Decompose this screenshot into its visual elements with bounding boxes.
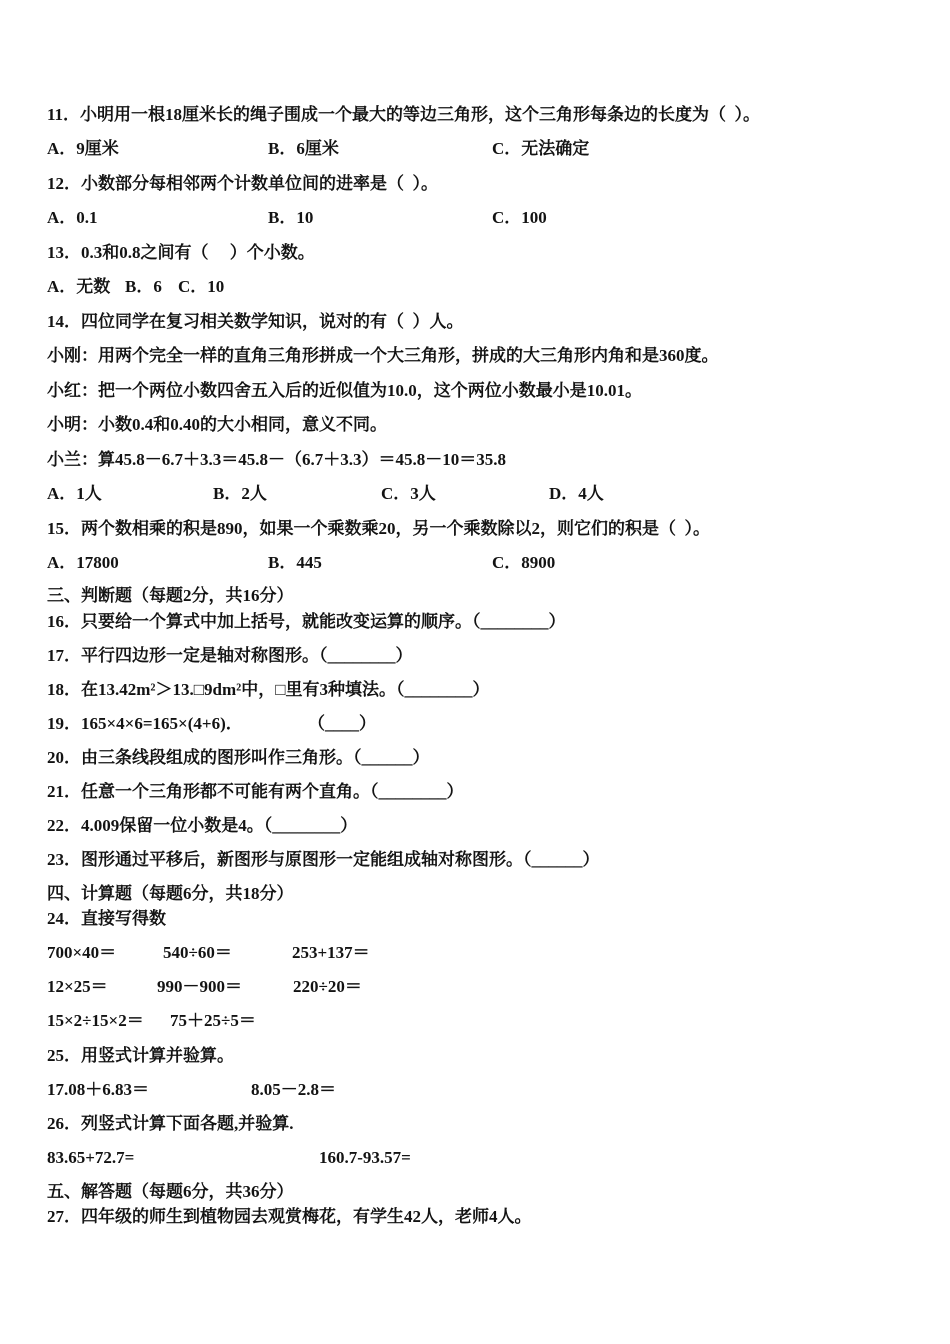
q13-option-a: A．无数 bbox=[47, 277, 111, 296]
q14-statement-xiaogang: 小刚：用两个完全一样的直角三角形拼成一个大三角形，拼成的大三角形内角和是360度。 bbox=[47, 346, 719, 365]
q26-expr2: 160.7-93.57= bbox=[319, 1148, 411, 1167]
q13-option-c: C．10 bbox=[178, 277, 225, 296]
question-20-text: 20．由三条线段组成的图形叫作三角形。（______） bbox=[47, 748, 430, 767]
section-judgement-header: 三、判断题（每题2分，共16分） bbox=[47, 586, 294, 605]
question-21-text: 21．任意一个三角形都不可能有两个直角。（________） bbox=[47, 782, 464, 801]
q12-option-b: B．10 bbox=[268, 208, 314, 227]
q24-row1-expr1: 700×40＝ bbox=[47, 943, 117, 962]
q12-option-a: A．0.1 bbox=[47, 208, 98, 227]
question-24-title: 24．直接写得数 bbox=[47, 909, 166, 928]
question-25-title: 25．用竖式计算并验算。 bbox=[47, 1046, 234, 1065]
q11-option-c: C．无法确定 bbox=[492, 139, 590, 158]
q15-option-c: C．8900 bbox=[492, 553, 556, 572]
q26-expr1: 83.65+72.7= bbox=[47, 1148, 135, 1167]
question-12-text: 12．小数部分每相邻两个计数单位间的进率是（ ）。 bbox=[47, 174, 438, 193]
q12-option-c: C．100 bbox=[492, 208, 547, 227]
q24-row1-expr2: 540÷60＝ bbox=[163, 943, 232, 962]
question-16-text: 16．只要给一个算式中加上括号，就能改变运算的顺序。（________） bbox=[47, 612, 566, 631]
q25-expr1: 17.08＋6.83＝ bbox=[47, 1080, 149, 1099]
question-13-text: 13．0.3和0.8之间有（ ）个小数。 bbox=[47, 243, 315, 262]
q19-equation: 19．165×4×6=165×(4+6)． bbox=[47, 714, 243, 733]
q24-row2-expr2: 990－900＝ bbox=[157, 977, 242, 996]
section-calculation-header: 四、计算题（每题6分，共18分） bbox=[47, 884, 294, 903]
q14-statement-xiaoming: 小明：小数0.4和0.40的大小相同，意义不同。 bbox=[47, 415, 387, 434]
q15-option-b: B．445 bbox=[268, 553, 322, 572]
question-26-title: 26．列竖式计算下面各题,并验算. bbox=[47, 1114, 294, 1133]
q14-option-a: A．1人 bbox=[47, 484, 102, 503]
q24-row1-expr3: 253+137＝ bbox=[292, 943, 370, 962]
question-27-text: 27．四年级的师生到植物园去观赏梅花，有学生42人，老师4人。 bbox=[47, 1207, 532, 1226]
q24-row2-expr3: 220÷20＝ bbox=[293, 977, 362, 996]
q11-option-b: B．6厘米 bbox=[268, 139, 339, 158]
q24-row3-expr1: 15×2÷15×2＝ bbox=[47, 1011, 144, 1030]
q14-option-b: B．2人 bbox=[213, 484, 267, 503]
q14-statement-xiaohong: 小红：把一个两位小数四舍五入后的近似值为10.0，这个两位小数最小是10.01。 bbox=[47, 381, 642, 400]
q11-option-a: A．9厘米 bbox=[47, 139, 119, 158]
section-answer-header: 五、解答题（每题6分，共36分） bbox=[47, 1182, 294, 1201]
q25-expr2: 8.05－2.8＝ bbox=[251, 1080, 336, 1099]
question-11-text: 11．小明用一根18厘米长的绳子围成一个最大的等边三角形，这个三角形每条边的长度为（ ）。 bbox=[47, 105, 761, 124]
question-22-text: 22．4.009保留一位小数是4。（________） bbox=[47, 816, 358, 835]
question-18-text: 18．在13.42m²＞13.□9dm²中，□里有3种填法。（________） bbox=[47, 680, 490, 699]
q24-row3-expr2: 75＋25÷5＝ bbox=[170, 1011, 256, 1030]
question-23-text: 23．图形通过平移后，新图形与原图形一定能组成轴对称图形。（______） bbox=[47, 850, 600, 869]
q14-statement-xiaolan: 小兰：算45.8－6.7＋3.3＝45.8－（6.7＋3.3）＝45.8－10＝35.8 bbox=[47, 450, 506, 469]
q19-answer-blank: （____） bbox=[308, 714, 376, 733]
question-17-text: 17．平行四边形一定是轴对称图形。（________） bbox=[47, 646, 413, 665]
q13-option-b: B．6 bbox=[125, 277, 162, 296]
q24-row2-expr1: 12×25＝ bbox=[47, 977, 108, 996]
q14-option-c: C．3人 bbox=[381, 484, 436, 503]
question-15-text: 15．两个数相乘的积是890，如果一个乘数乘20，另一个乘数除以2，则它们的积是（ ）。 bbox=[47, 519, 710, 538]
q15-option-a: A．17800 bbox=[47, 553, 119, 572]
q14-option-d: D．4人 bbox=[549, 484, 604, 503]
question-14-text: 14．四位同学在复习相关数学知识，说对的有（ ）人。 bbox=[47, 312, 464, 331]
